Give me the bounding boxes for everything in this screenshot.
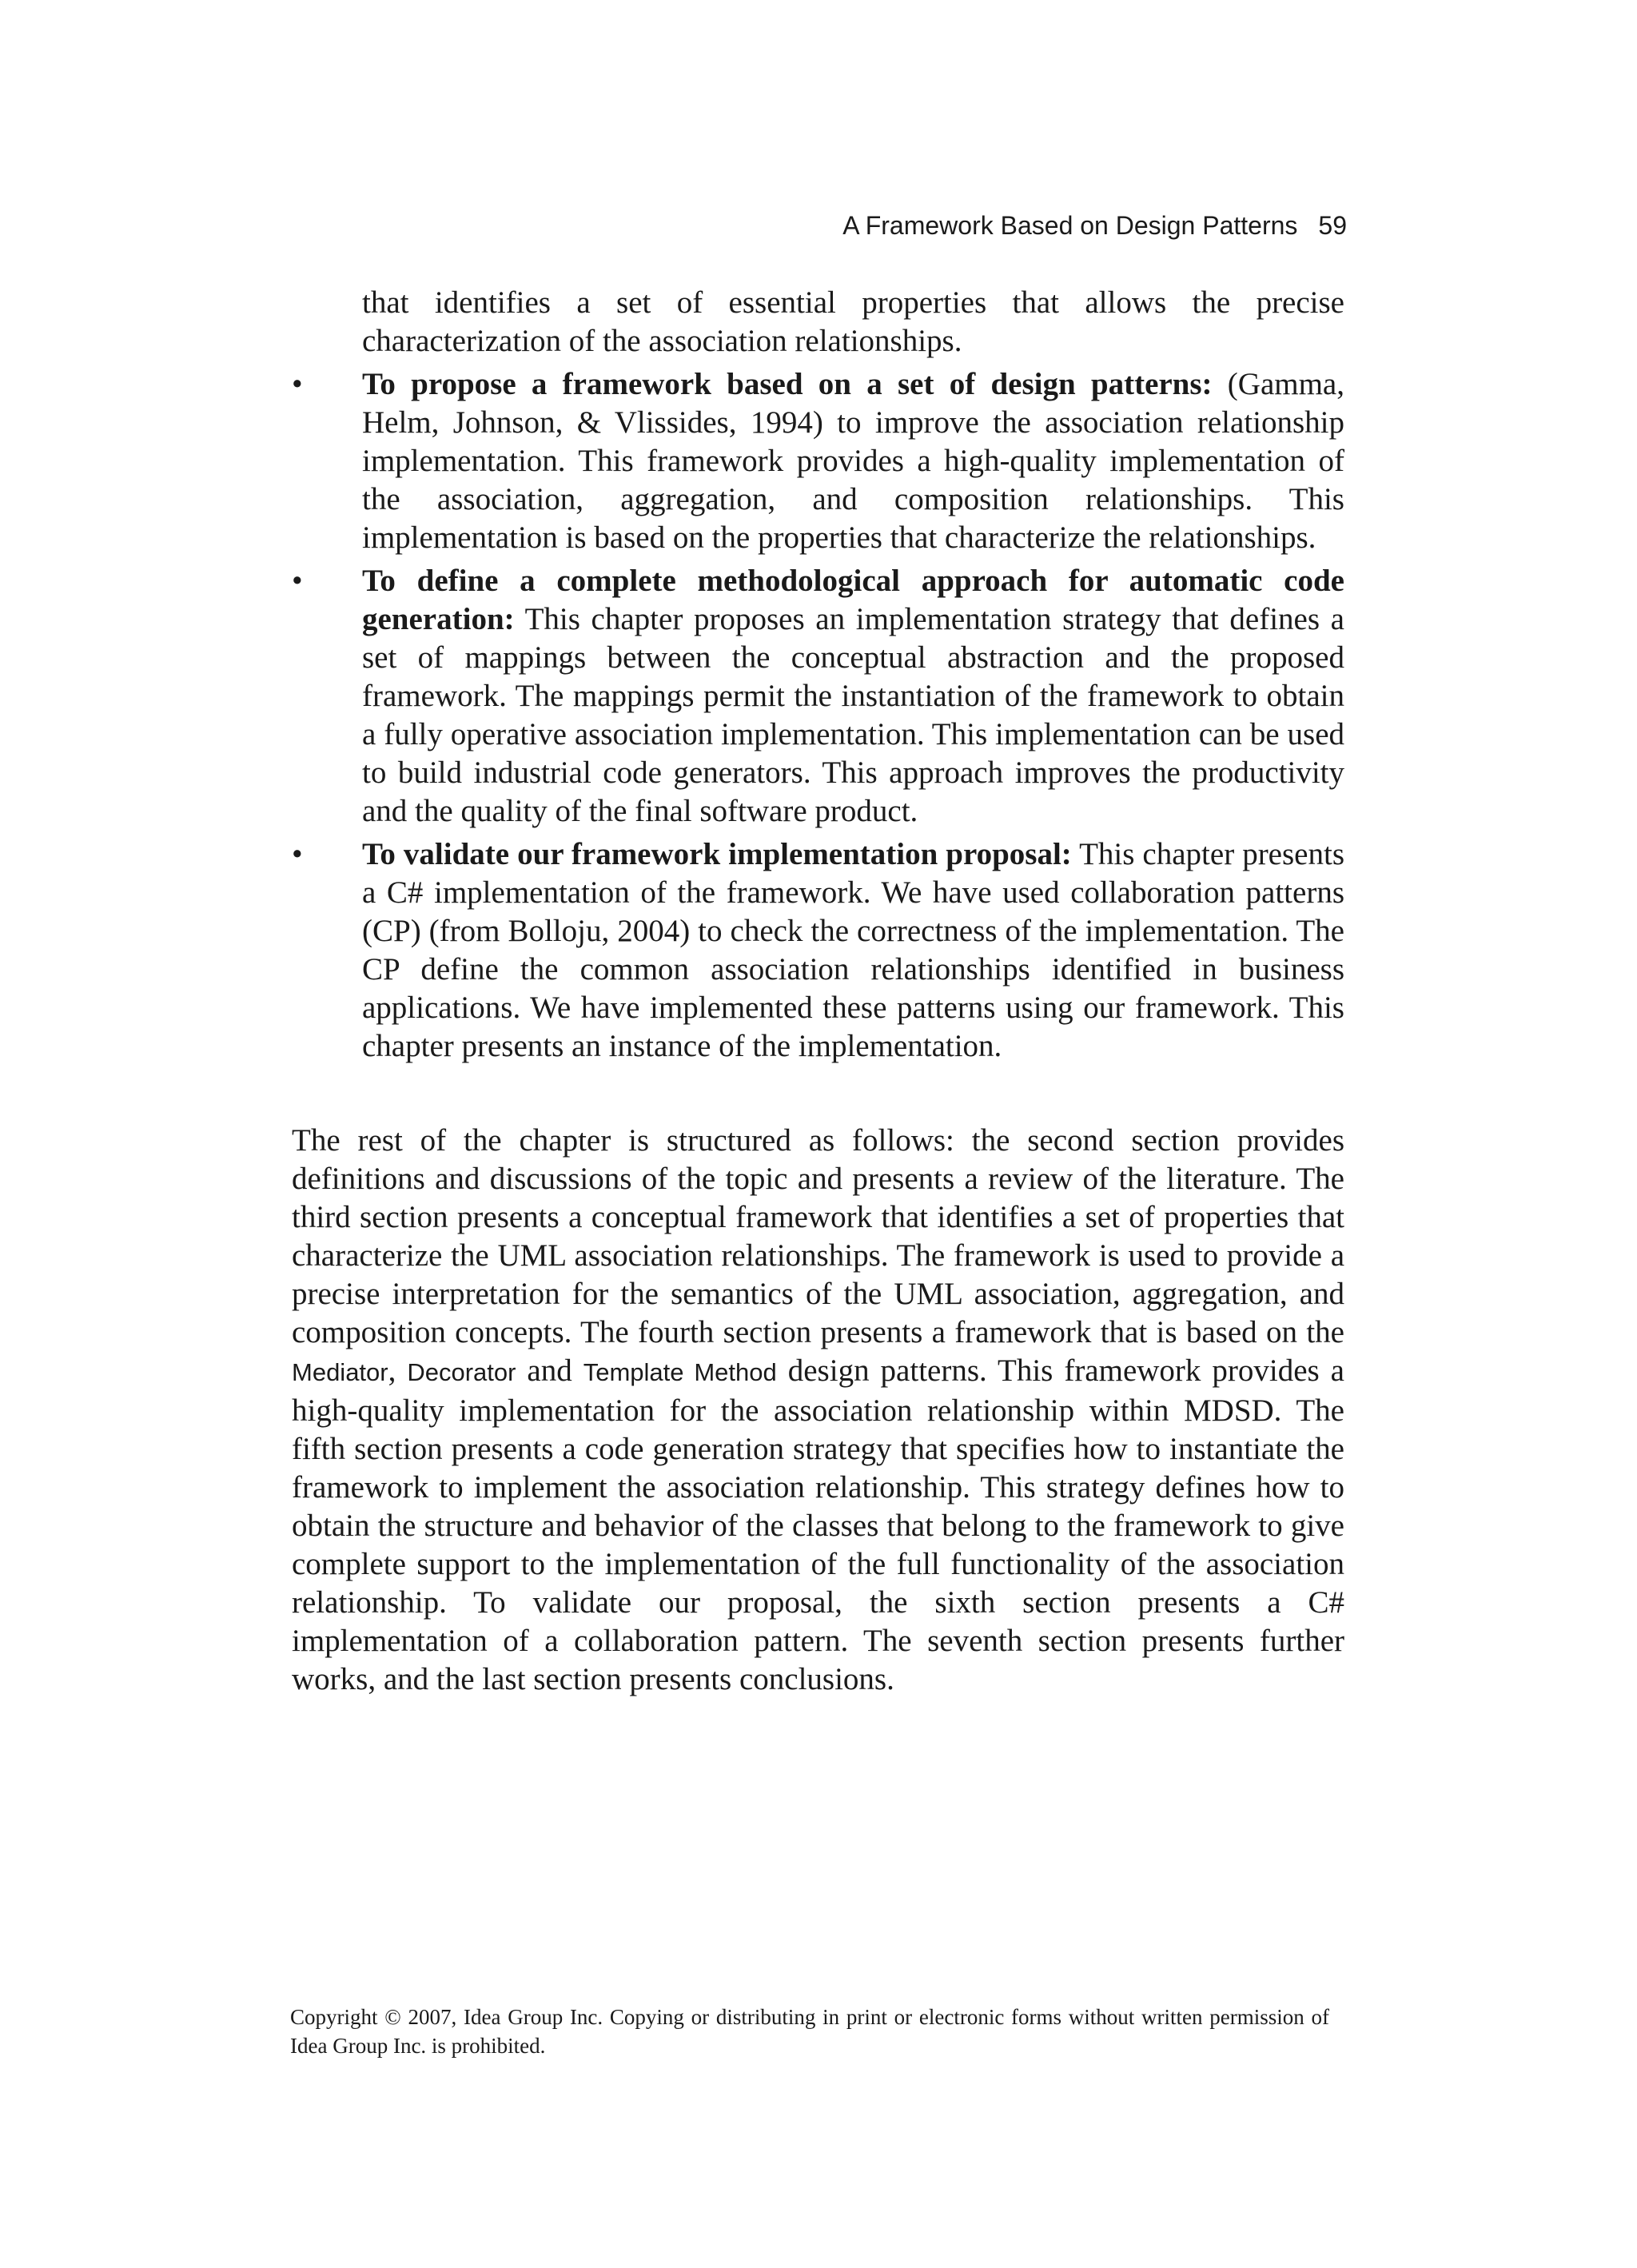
body-text-part1: The rest of the chapter is structured as follows: the second section provides definitions and discussions of the topic and presents a review of the literature. The third section presents a conceptual framework that identifies a set of properties that characterize the UML association relationships. The framework is used to provide a precise interpretation for the semantics of the UML association, aggregation, and composition concepts. The fourth section presents a framework that is based on the	[292, 1123, 1344, 1349]
term-template-method: Template Method	[583, 1358, 777, 1386]
running-title: A Framework Based on Design Patterns	[842, 211, 1298, 240]
list-item	[292, 365, 1344, 557]
intro-continuation: that identifies a set of essential properties that allows the precise characterization of the association relationships.	[362, 285, 1344, 358]
bullet-text: (Gamma, Helm, Johnson, & Vlissides, 1994) to improve the association relationship implementation. This framework provides a high-quality implementation of the association, aggregation, and composition relationships. This implementation is based on the properties that characterize the relationships.	[362, 367, 1344, 555]
running-header	[842, 206, 1347, 245]
list-item	[292, 835, 1344, 1066]
list-item	[292, 562, 1344, 831]
copyright-notice: Copyright © 2007, Idea Group Inc. Copying or distributing in print or electronic forms without written permission of Idea Group Inc. is prohibited.	[290, 2005, 1329, 2058]
objectives-list	[292, 365, 1344, 1066]
bullet-lead: To validate our framework implementation proposal:	[362, 837, 1072, 871]
body-separator-1: ,	[388, 1353, 408, 1388]
bullet-text: This chapter proposes an implementation strategy that defines a set of mappings between the conceptual abstraction and the proposed framework. The mappings permit the instantiation of the framework to obtain a fully operative association implementation. This implementation can be used to build industrial code generators. This approach improves the productivity and the quality of the final software product.	[362, 602, 1344, 828]
bullet-lead: To define a complete methodological approach for automatic code generation:	[362, 564, 1344, 636]
body-text-part2: design patterns. This framework provides a high-quality implementation for the association relationship within MDSD. The fifth section presents a code generation strategy that specifies how to instantiate the framework to implement the association relationship. This strategy defines how to obtain the structure and behavior of the classes that belong to the framework to give complete support to the implementation of the full functionality of the association relationship. To validate our proposal, the sixth section presents a C# implementation of a collaboration pattern. The seventh section presents further works, and the last section presents conclusions.	[292, 1353, 1344, 1696]
bullet-text: This chapter presents a C# implementation of the framework. We have used collaboration patterns (CP) (from Bolloju, 2004) to check the correctness of the implementation. The CP define the common association relationships identified in business applications. We have implemented these patterns using our framework. This chapter presents an instance of the implementation.	[362, 837, 1344, 1063]
page-number: 59	[1318, 211, 1347, 240]
body-separator-2: and	[516, 1353, 584, 1388]
body-paragraph	[292, 1122, 1344, 1699]
page-content	[292, 284, 1344, 1699]
term-mediator: Mediator	[292, 1358, 388, 1386]
bullet-icon: •	[292, 837, 303, 871]
bullet-icon: •	[292, 564, 303, 598]
term-decorator: Decorator	[407, 1358, 516, 1386]
bullet-icon: •	[292, 367, 303, 401]
bullet-lead: To propose a framework based on a set of design patterns:	[362, 367, 1213, 401]
